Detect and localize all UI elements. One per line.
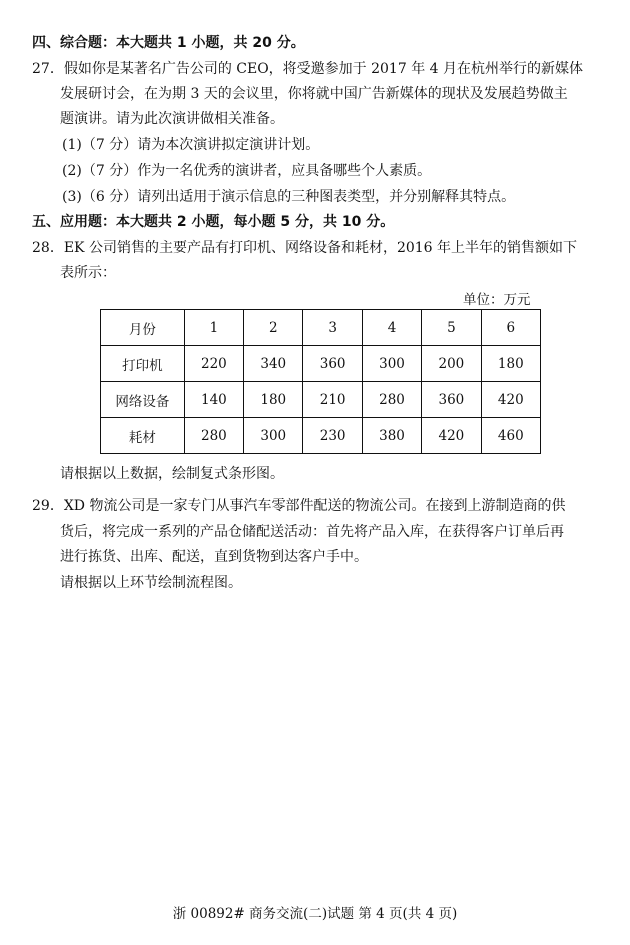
- table-cell: 300: [362, 346, 421, 382]
- table-header-cell: 6: [481, 310, 540, 346]
- table-cell: 200: [422, 346, 481, 382]
- table-header-cell: 月份: [101, 310, 185, 346]
- section-5-heading: 五、应用题：本大题共 2 小题，每小题 5 分，共 10 分。: [32, 214, 395, 230]
- row-label-printer: 打印机: [101, 346, 185, 382]
- q29-line-2: 货后，将完成一系列的产品仓储配送活动：首先将产品入库，在获得客户订单后再: [60, 524, 564, 540]
- q27-sub-3: (3)（6 分）请列出适用于演示信息的三种图表类型，并分别解释其特点。: [62, 189, 516, 205]
- table-cell: 220: [184, 346, 243, 382]
- table-cell: 300: [244, 418, 303, 454]
- table-row: [101, 346, 541, 382]
- q28-line-2: 表所示：: [60, 265, 116, 281]
- table-header-cell: 2: [244, 310, 303, 346]
- q29-line-3: 进行拣货、出库、配送，直到货物到达客户手中。: [60, 549, 368, 565]
- table-cell: 460: [481, 418, 540, 454]
- q27-sub-2: (2)（7 分）作为一名优秀的演讲者，应具备哪些个人素质。: [62, 163, 432, 179]
- q27-line-1: 27．假如你是某著名广告公司的 CEO，将受邀参加于 2017 年 4 月在杭州举行的新媒体: [32, 61, 584, 77]
- q27-line-3: 题演讲。请为此次演讲做相关准备。: [60, 111, 284, 127]
- table-header-cell: 5: [422, 310, 481, 346]
- table-header-cell: 4: [362, 310, 421, 346]
- table-row: [101, 382, 541, 418]
- q28-line-1: 28．EK 公司销售的主要产品有打印机、网络设备和耗材，2016 年上半年的销售额如下: [32, 240, 578, 256]
- table-header-cell: 3: [303, 310, 362, 346]
- q28-instruction: 请根据以上数据，绘制复式条形图。: [60, 466, 284, 482]
- table-cell: 180: [481, 346, 540, 382]
- table-header-row: [101, 310, 541, 346]
- q27-line-2: 发展研讨会，在为期 3 天的会议里，你将就中国广告新媒体的现状及发展趋势做主: [60, 86, 568, 102]
- table-cell: 420: [481, 382, 540, 418]
- unit-label: 单位：万元: [463, 292, 531, 308]
- sales-table: [100, 309, 541, 454]
- table-cell: 340: [244, 346, 303, 382]
- table-cell: 230: [303, 418, 362, 454]
- table-cell: 140: [184, 382, 243, 418]
- q27-sub-1: (1)（7 分）请为本次演讲拟定演讲计划。: [62, 137, 320, 153]
- table-cell: 280: [184, 418, 243, 454]
- section-4-heading: 四、综合题：本大题共 1 小题，共 20 分。: [32, 35, 305, 51]
- table-cell: 180: [244, 382, 303, 418]
- table-cell: 210: [303, 382, 362, 418]
- q29-instruction: 请根据以上环节绘制流程图。: [60, 575, 242, 591]
- row-label-consumables: 耗材: [101, 418, 185, 454]
- table-cell: 420: [422, 418, 481, 454]
- table-cell: 380: [362, 418, 421, 454]
- table-cell: 360: [422, 382, 481, 418]
- table-cell: 280: [362, 382, 421, 418]
- table-row: [101, 418, 541, 454]
- table-header-cell: 1: [184, 310, 243, 346]
- page-footer: 浙 00892# 商务交流(二)试题 第 4 页(共 4 页): [172, 906, 458, 922]
- q29-line-1: 29．XD 物流公司是一家专门从事汽车零部件配送的物流公司。在接到上游制造商的供: [32, 498, 566, 514]
- row-label-network-equipment: 网络设备: [101, 382, 185, 418]
- table-cell: 360: [303, 346, 362, 382]
